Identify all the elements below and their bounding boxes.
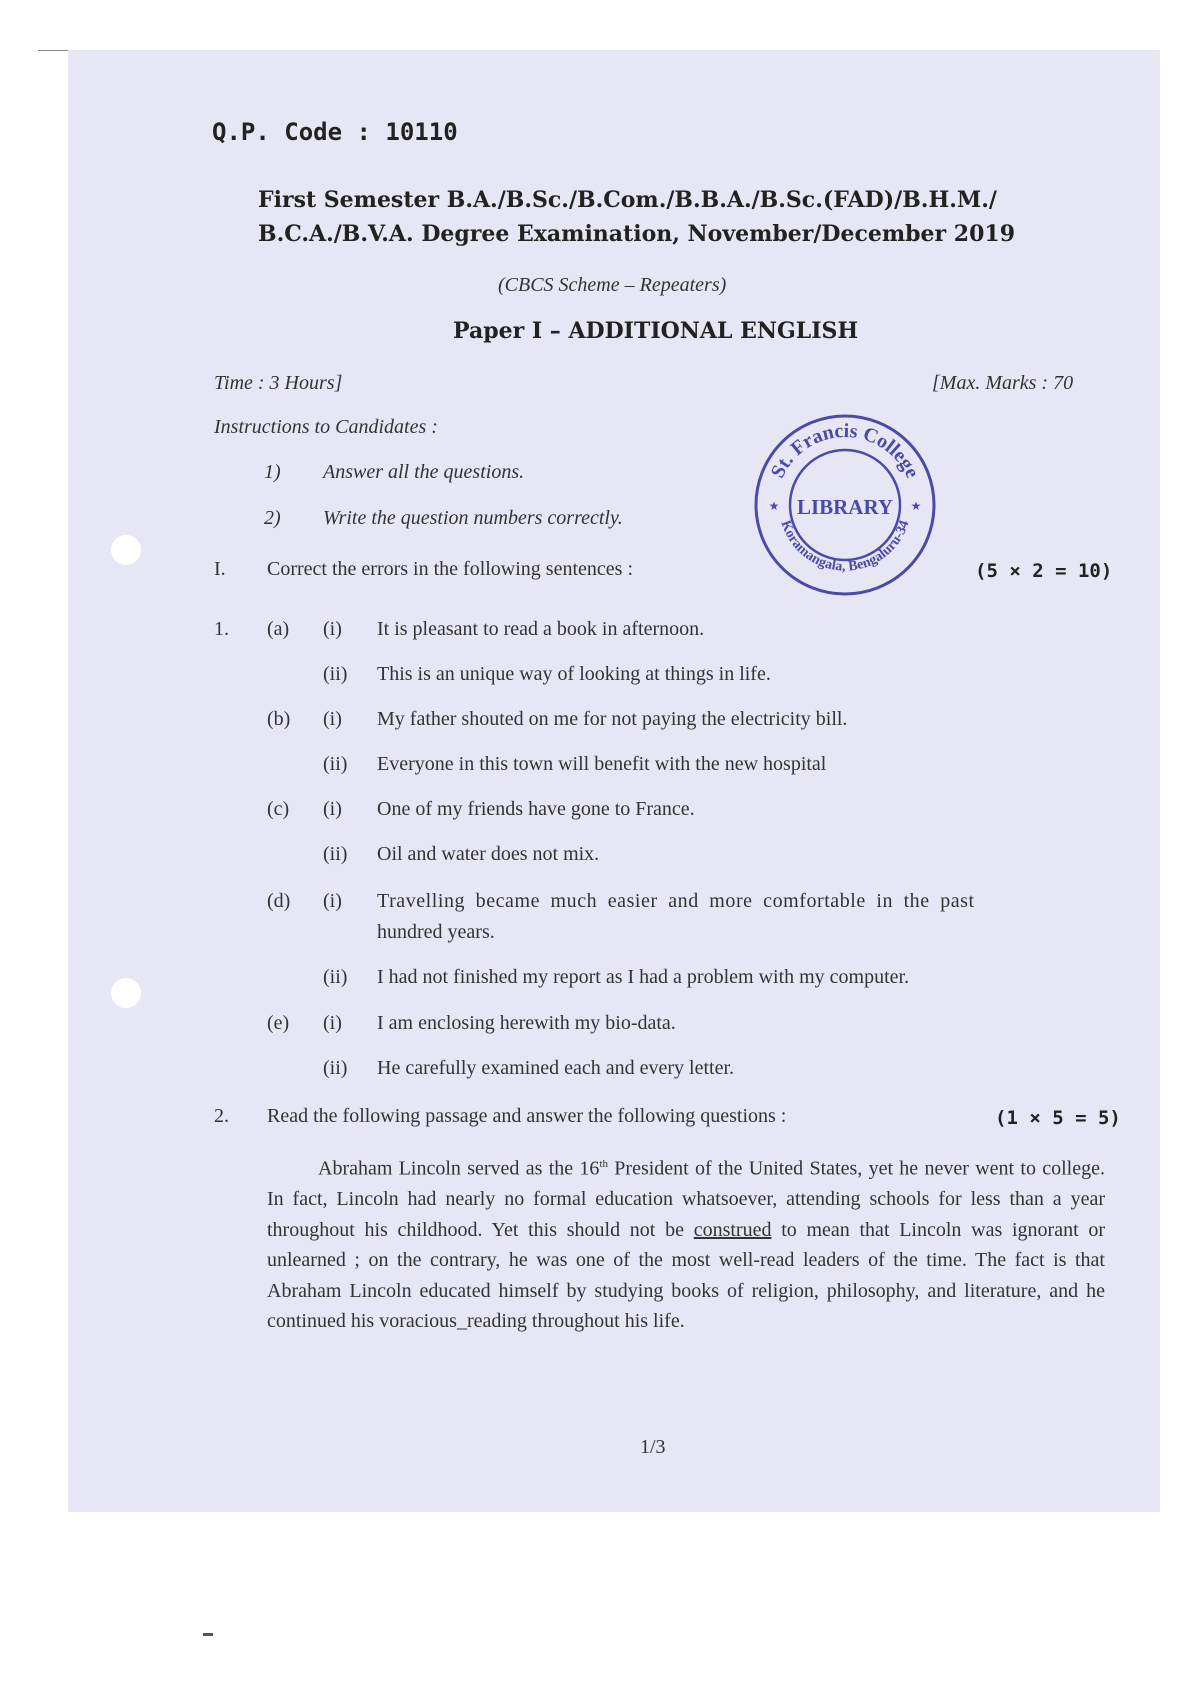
sentence: I am enclosing herewith my bio-data. [377, 1012, 676, 1034]
question-number: 2. [214, 1105, 229, 1127]
stamp-bottom-text: Koramangala, Bengaluru-34 [777, 518, 913, 575]
library-stamp [752, 412, 938, 598]
sentence: I had not finished my report as I had a problem with my computer. [377, 966, 910, 988]
sentence: He carefully examined each and every letter. [377, 1057, 735, 1079]
scheme-label: (CBCS Scheme – Repeaters) [498, 274, 727, 296]
roman-label: (i) [323, 708, 342, 730]
max-marks-label: [Max. Marks : 70 [932, 372, 1074, 394]
time-label: Time : 3 Hours] [214, 372, 343, 394]
passage-text: President of the United States, yet he never went to college. In fact, Lincoln had nearly no formal education whatsoever, attending schools for less than a year throughout his childhood. Yet this should not be [267, 1157, 1105, 1241]
sub-label: (a) [267, 618, 290, 640]
section-marks: (5 × 2 = 10) [975, 560, 1113, 582]
instruction-num: 1) [264, 461, 281, 483]
passage-superscript: th [599, 1158, 608, 1170]
sub-label: (b) [267, 708, 291, 730]
scan-mark [203, 1633, 213, 1636]
sub-label: (e) [267, 1012, 290, 1034]
sentence: Oil and water does not mix. [377, 843, 600, 865]
underlined-word: construed [693, 1218, 772, 1241]
punch-hole [111, 535, 141, 565]
instructions-heading: Instructions to Candidates : [214, 416, 438, 438]
question-number: 1. [214, 618, 229, 640]
sentence: Travelling became much easier and more comfortable in the past [377, 890, 975, 912]
star-icon: ★ [768, 499, 780, 513]
roman-label: (ii) [323, 843, 348, 865]
scan-edge-line [38, 50, 68, 51]
roman-label: (i) [323, 890, 342, 912]
sentence: This is an unique way of looking at things in life. [377, 663, 771, 685]
qp-code: Q.P. Code : 10110 [212, 118, 458, 146]
section-number: I. [214, 558, 226, 580]
roman-label: (i) [323, 1012, 342, 1034]
star-icon: ★ [910, 499, 922, 513]
instruction-text: Answer all the questions. [323, 461, 525, 483]
roman-label: (ii) [323, 753, 348, 775]
passage-text: to mean that Lincoln was ignorant or unlearned ; on the contrary, he was one of the most well-read leaders of the time. The fact is that Abraham Lincoln educated himself by studying books of religion, philosophy, and literature, and he continued his voracious_reading throughout his life. [267, 1218, 1106, 1333]
sentence: One of my friends have gone to France. [377, 798, 695, 820]
page-number: 1/3 [640, 1436, 666, 1458]
roman-label: (i) [323, 618, 342, 640]
exam-title-line1: First Semester B.A./B.Sc./B.Com./B.B.A./B.Sc.(FAD)/B.H.M./ [258, 187, 997, 213]
roman-label: (i) [323, 798, 342, 820]
roman-label: (ii) [323, 966, 348, 988]
roman-label: (ii) [323, 1057, 348, 1079]
roman-label: (ii) [323, 663, 348, 685]
punch-hole [111, 978, 141, 1008]
sentence-continued: hundred years. [377, 921, 495, 943]
exam-title-line2: B.C.A./B.V.A. Degree Examination, November/December 2019 [258, 221, 1016, 247]
question-marks: (1 × 5 = 5) [995, 1107, 1121, 1129]
instruction-num: 2) [264, 507, 281, 529]
sentence: My father shouted on me for not paying the electricity bill. [377, 708, 848, 730]
paper-title: Paper I – ADDITIONAL ENGLISH [453, 318, 859, 344]
stamp-arc-text: St. Francis College [766, 419, 924, 482]
sub-label: (c) [267, 798, 290, 820]
instruction-text: Write the question numbers correctly. [323, 507, 623, 529]
reading-passage [267, 1149, 1105, 1337]
sentence: Everyone in this town will benefit with the new hospital [377, 753, 827, 775]
passage-text: Abraham Lincoln served as the 16 [318, 1157, 600, 1180]
section-heading: Correct the errors in the following sentences : [267, 558, 633, 580]
sentence: It is pleasant to read a book in afternoon. [377, 618, 705, 640]
sub-label: (d) [267, 890, 291, 912]
stamp-center-text: LIBRARY [796, 495, 894, 519]
question-heading: Read the following passage and answer the following questions : [267, 1105, 787, 1127]
